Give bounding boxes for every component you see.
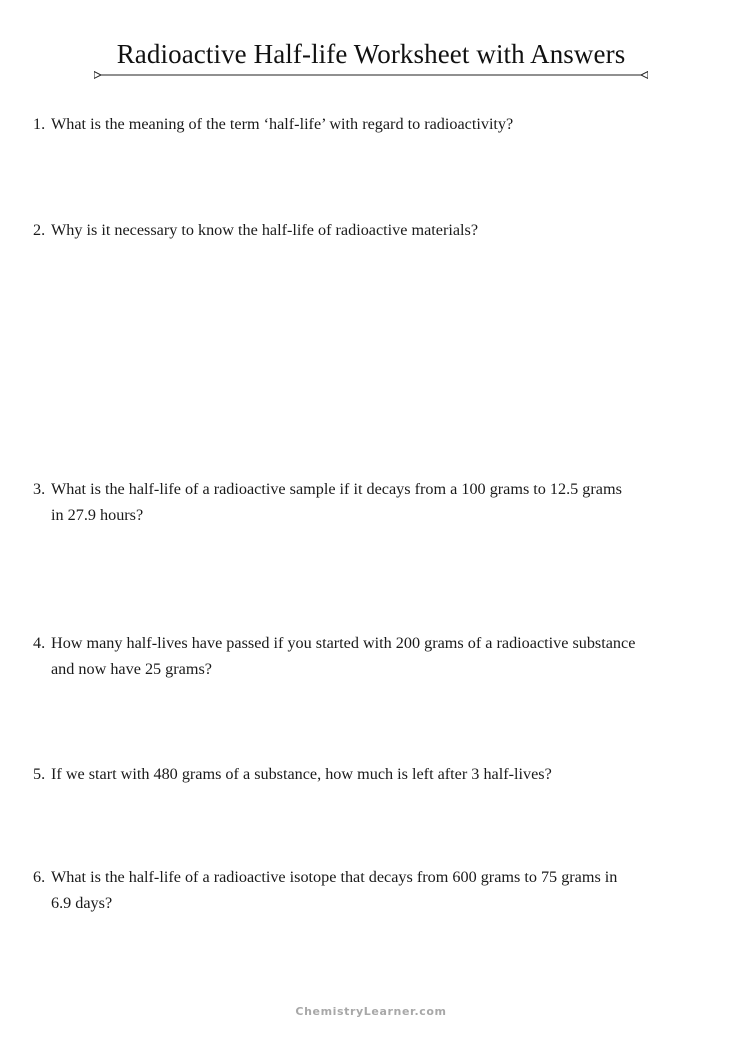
question-number: 6. [33, 868, 46, 886]
footer-watermark: ChemistryLearner.com [295, 1005, 447, 1018]
question-text: What is the half-life of a radioactive isotope that decays from 600 grams to 75 grams in [51, 868, 618, 886]
question-text: What is the meaning of the term ‘half-life’ with regard to radioactivity? [51, 115, 514, 133]
question-text-continued: in 27.9 hours? [51, 506, 144, 524]
question-2 [33, 217, 723, 243]
question-number: 3. [33, 480, 46, 498]
question-5 [33, 761, 723, 787]
question-number: 5. [33, 765, 46, 783]
page-title: Radioactive Half-life Worksheet with Answers [116, 39, 626, 69]
question-3 [33, 476, 723, 528]
title-underline-ornament [94, 70, 648, 80]
title-container [0, 38, 742, 70]
question-text: Why is it necessary to know the half-life of radioactive materials? [51, 221, 479, 239]
question-1 [33, 111, 723, 137]
question-number: 1. [33, 115, 46, 133]
question-number: 4. [33, 634, 46, 652]
question-text-continued: 6.9 days? [51, 894, 113, 912]
question-6 [33, 864, 723, 916]
question-4 [33, 630, 723, 682]
question-text: How many half-lives have passed if you started with 200 grams of a radioactive substance [51, 634, 636, 652]
question-text: If we start with 480 grams of a substance, how much is left after 3 half-lives? [51, 765, 552, 783]
question-number: 2. [33, 221, 46, 239]
question-text-continued: and now have 25 grams? [51, 660, 212, 678]
question-text: What is the half-life of a radioactive sample if it decays from a 100 grams to 12.5 grams [51, 480, 622, 498]
